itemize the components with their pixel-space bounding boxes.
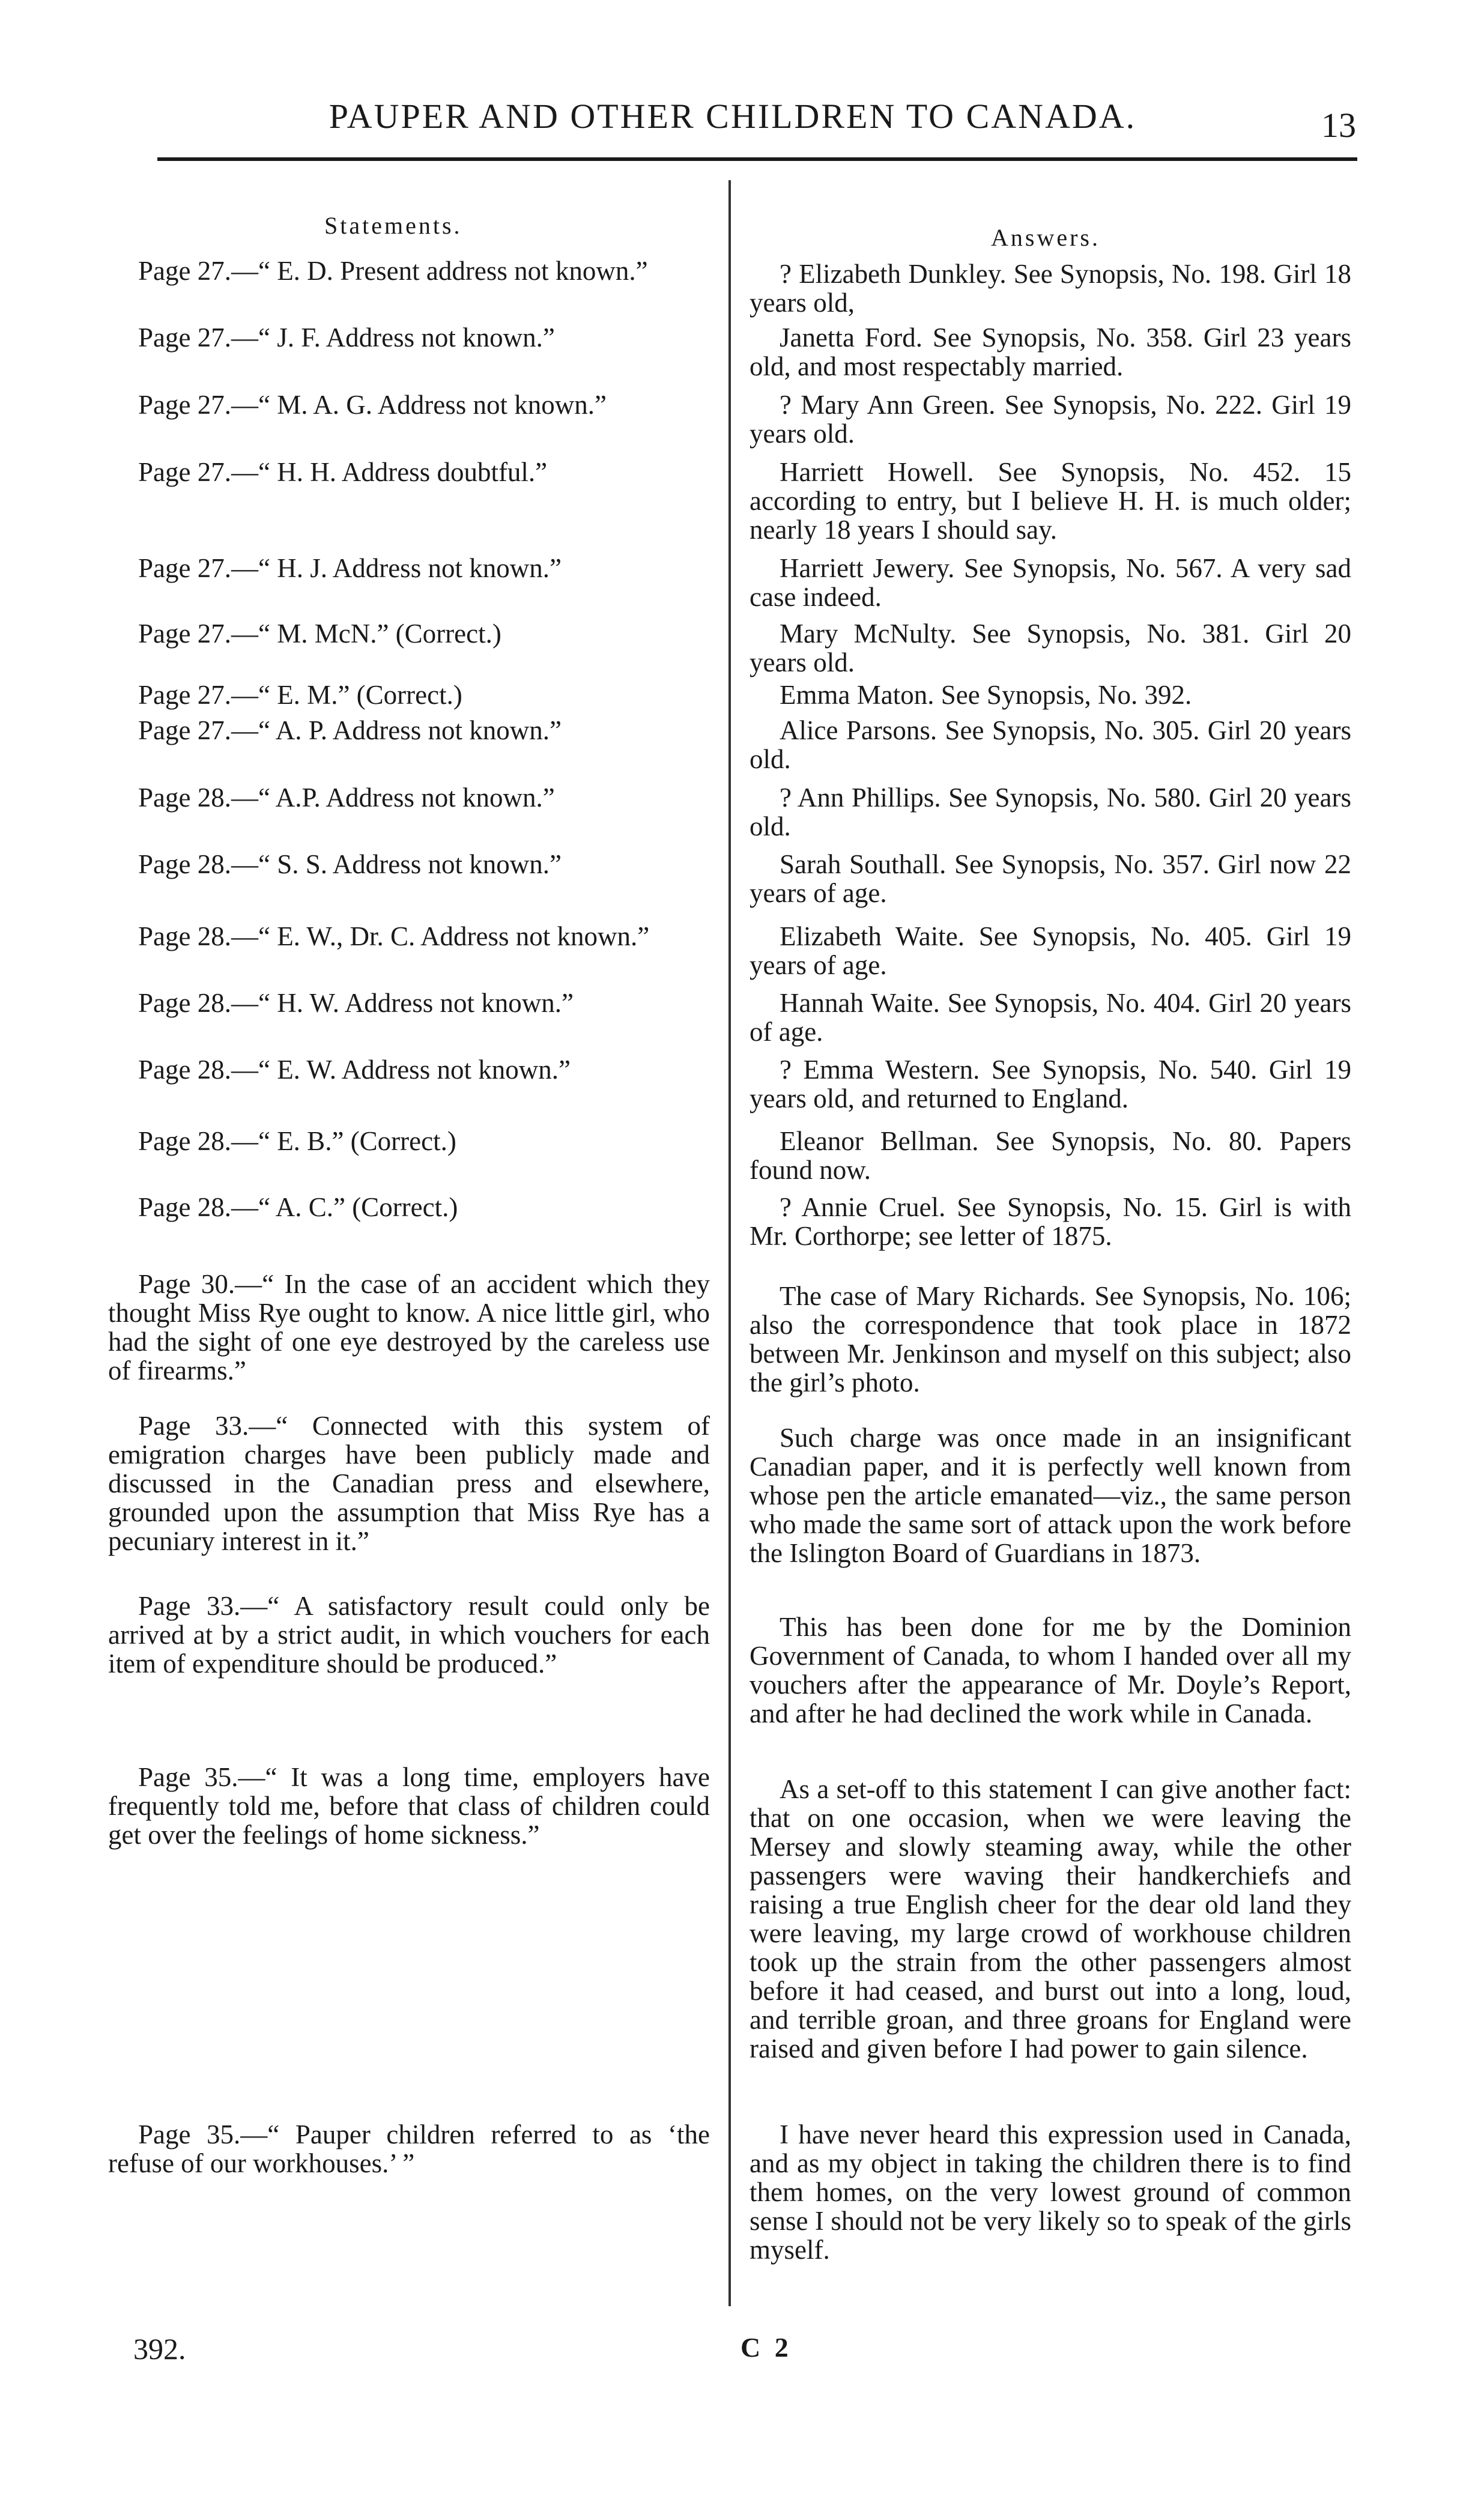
answer-entry: The case of Mary Richards. See Synopsis, No. 106; also the correspondence that took place in 1872 between Mr. Jenkinson and myself on this subject; also the girl’s photo. xyxy=(750,1281,1351,1398)
statement-entry: Page 27.—“ H. J. Address not known.” xyxy=(138,553,562,583)
statement-entry: Page 27.—“ M. A. G. Address not known.” xyxy=(138,390,607,420)
answer-entry: ? Emma Western. See Synopsis, No. 540. Girl 19 years old, and returned to England. xyxy=(750,1055,1351,1113)
statement-entry: Page 33.—“ A satisfactory result could only be arrived at by a strict audit, in which vouchers for each item of expenditure should be produced.” xyxy=(108,1591,710,1679)
statement-entry: Page 27.—“ H. H. Address doubtful.” xyxy=(138,457,548,487)
statement-entry: Page 27.—“ J. F. Address not known.” xyxy=(138,323,555,353)
statement-entry: Page 28.—“ E. W. Address not known.” xyxy=(138,1055,571,1085)
answer-entry: Harriett Howell. See Synopsis, No. 452. 15 according to entry, but I believe H. H. is much older; nearly 18 years I should say. xyxy=(750,457,1351,545)
answer-entry: ? Annie Cruel. See Synopsis, No. 15. Girl is with Mr. Corthorpe; see letter of 1875. xyxy=(750,1192,1351,1251)
answer-entry: Sarah Southall. See Synopsis, No. 357. Girl now 22 years of age. xyxy=(750,849,1351,908)
answer-entry: This has been done for me by the Dominion Government of Canada, to whom I handed over all my vouchers after the appearance of Mr. Doyle’s Report, and after he had declined the work while in Canada. xyxy=(750,1612,1351,1728)
statement-entry: Page 35.—“ Pauper children referred to as ‘the refuse of our workhouses.’ ” xyxy=(108,2119,710,2178)
answer-entry: Janetta Ford. See Synopsis, No. 358. Girl 23 years old, and most respectably married. xyxy=(750,323,1351,381)
statement-entry: Page 27.—“ M. McN.” (Correct.) xyxy=(138,619,501,649)
column-divider xyxy=(728,180,731,2306)
statement-entry: Page 28.—“ A.P. Address not known.” xyxy=(138,783,555,813)
answer-entry: Hannah Waite. See Synopsis, No. 404. Girl 20 years of age. xyxy=(750,988,1351,1047)
answer-entry: I have never heard this expression used in Canada, and as my object in taking the children there is to find them homes, on the very lowest ground of common sense I should not be very likely so to speak of the girls myself. xyxy=(750,2119,1351,2265)
statement-entry: Page 27.—“ E. M.” (Correct.) xyxy=(138,680,462,710)
sheet-mark: C 2 xyxy=(740,2332,792,2363)
answer-entry: Such charge was once made in an insignificant Canadian paper, and it is perfectly well known from whose pen the article emanated—viz., the same person who made the same sort of attack upon the work before the Islington Board of Guardians in 1873. xyxy=(750,1423,1351,1568)
answer-entry: Mary McNulty. See Synopsis, No. 381. Girl 20 years old. xyxy=(750,619,1351,677)
answer-entry: Elizabeth Waite. See Synopsis, No. 405. Girl 19 years of age. xyxy=(750,921,1351,980)
running-head: PAUPER AND OTHER CHILDREN TO CANADA. xyxy=(329,97,1137,136)
header-rule xyxy=(157,157,1357,161)
answer-entry: Harriett Jewery. See Synopsis, No. 567. A very sad case indeed. xyxy=(750,553,1351,612)
answer-entry: ? Ann Phillips. See Synopsis, No. 580. Girl 20 years old. xyxy=(750,783,1351,841)
answer-entry: ? Elizabeth Dunkley. See Synopsis, No. 198. Girl 18 years old, xyxy=(750,259,1351,318)
signature-mark: 392. xyxy=(133,2332,186,2366)
answer-entry: ? Mary Ann Green. See Synopsis, No. 222. Girl 19 years old. xyxy=(750,390,1351,449)
answer-entry: As a set-off to this statement I can give another fact: that on one occasion, when we were leaving the Mersey and slowly steaming away, while the other passengers were waving their handkerchiefs and raising a true English cheer for the dear old land they were leaving, my large crowd of workhouse children took up the strain from the other passengers almost before it had ceased, and burst out into a long, loud, and terrible groan, and three groans for England were raised and given before I had power to gain silence. xyxy=(750,1774,1351,2064)
answers-heading: Answers. xyxy=(991,224,1100,251)
statement-entry: Page 33.—“ Connected with this system of emigration charges have been publicly made and discussed in the Canadian press and elsewhere, grounded upon the assumption that Miss Rye has a pecuniary interest in it.” xyxy=(108,1411,710,1556)
page-number: 13 xyxy=(1321,106,1356,145)
statement-entry: Page 28.—“ H. W. Address not known.” xyxy=(138,988,574,1018)
answer-entry: Eleanor Bellman. See Synopsis, No. 80. Papers found now. xyxy=(750,1126,1351,1185)
statement-entry: Page 35.—“ It was a long time, employers have frequently told me, before that class of children could get over the feelings of home sickness.” xyxy=(108,1762,710,1850)
statement-entry: Page 28.—“ A. C.” (Correct.) xyxy=(138,1192,458,1222)
statement-entry: Page 28.—“ S. S. Address not known.” xyxy=(138,849,562,879)
answer-entry: Alice Parsons. See Synopsis, No. 305. Girl 20 years old. xyxy=(750,715,1351,774)
statement-entry: Page 30.—“ In the case of an accident which they thought Miss Rye ought to know. A nice little girl, who had the sight of one eye destroyed by the careless use of firearms.” xyxy=(108,1269,710,1386)
statement-entry: Page 27.—“ A. P. Address not known.” xyxy=(138,715,562,745)
statement-entry: Page 28.—“ E. W., Dr. C. Address not known.” xyxy=(138,921,650,951)
statements-heading: Statements. xyxy=(324,212,462,239)
statement-entry: Page 28.—“ E. B.” (Correct.) xyxy=(138,1126,456,1156)
statement-entry: Page 27.—“ E. D. Present address not known.” xyxy=(138,256,648,286)
answer-entry: Emma Maton. See Synopsis, No. 392. xyxy=(780,680,1192,710)
